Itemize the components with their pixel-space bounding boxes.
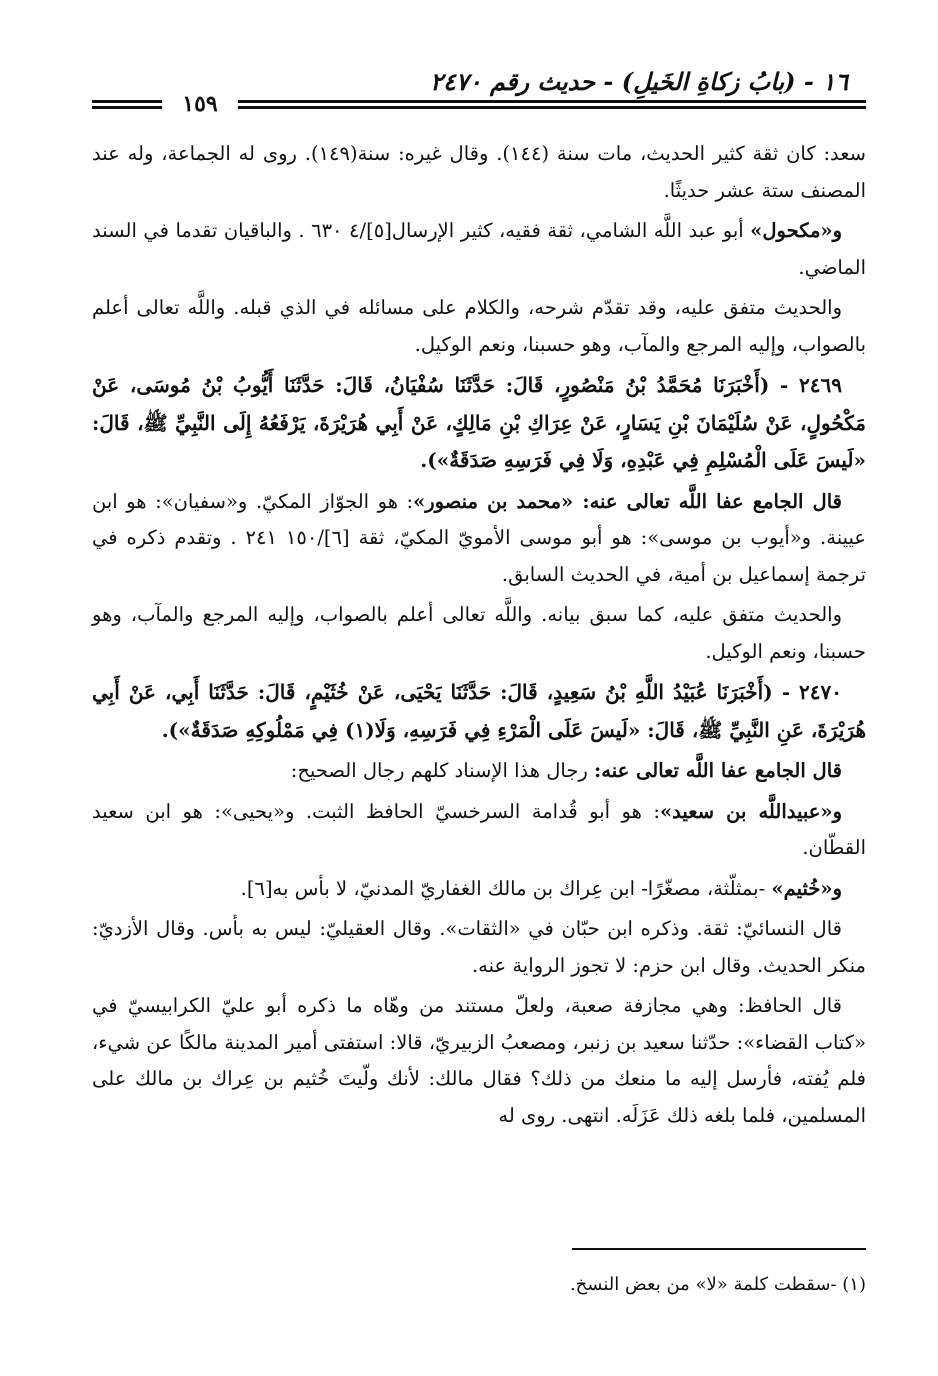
commentary-paragraph bbox=[92, 213, 866, 286]
paragraph-text: قال الحافظ: وهي مجازفة صعبة، ولعلّ مستند من وهّاه ما ذكره أبو عليّ الكرابيسيّ في «كتاب القضاء»: حدّثنا سعيد بن زنبر، ومصعبُ الزبيريّ، قالا: استفتى أمير المدينة مالكًا عن شيء، فلم يُفته، فأرسل إليه ما منعك من ذلك؟ فقال مالك: لأنك ولّيتَ خُثيم بن عِراك بن مالك على المسلمين، فلما بلغه ذلك عَزَلَه. انتهى. روى له bbox=[92, 994, 866, 1127]
footnote: (١) -سقطت كلمة «لا» من بعض النسخ. bbox=[569, 1274, 866, 1295]
paragraph-text: -بمثلّثة، مصغّرًا- ابن عِراك بن مالك الغفاريّ المدنيّ، لا بأس به[٦]. bbox=[240, 876, 772, 900]
paragraph-text: رجال هذا الإسناد كلهم رجال الصحيح: bbox=[290, 759, 595, 782]
page-number: ١٥٩ bbox=[182, 91, 218, 117]
commentary-paragraph bbox=[92, 753, 866, 790]
paragraph-label: و«مكحول» bbox=[750, 219, 843, 242]
paragraph-text: : هو أبو قُدامة السرخسيّ الحافظ الثبت. و«يحيى»: هو ابن سعيد القطّان. bbox=[92, 799, 866, 859]
header-rule-left-bottom bbox=[92, 106, 162, 109]
commentary-paragraph bbox=[92, 136, 866, 209]
paragraph-text: ٢٤٧٠ - (أَخْبَرَنَا عُبَيْدُ اللَّهِ بْنُ سَعِيدٍ، قَالَ: حَدَّثَنَا يَحْيَى، عَنْ خُثَيْمٍ، قَالَ: حَدَّثَنَا أَبِي، عَنْ أَبِي هُرَيْرَةَ، عَنِ النَّبِيِّ ﷺ، قَالَ: «لَيسَ عَلَى الْمَرْءِ فِي فَرَسِهِ، وَلَا(١) فِي مَمْلُوكِهِ صَدَقَةٌ»). bbox=[92, 680, 866, 742]
commentary-paragraph bbox=[92, 597, 866, 670]
commentary-paragraph bbox=[92, 988, 866, 1134]
paragraph-label: و«عبيداللَّه بن سعيد» bbox=[659, 799, 842, 823]
header-rule-right-top bbox=[238, 100, 866, 103]
commentary-paragraph bbox=[92, 794, 866, 867]
commentary-paragraph bbox=[92, 290, 866, 363]
paragraph-text: : هو الجوّاز المكيّ. و«سفيان»: هو ابن عيينة. و«أيوب بن موسى»: هو أبو موسى الأمويّ المكيّ، ثقة [٦]/١٥٠ ٢٤١ . وتقدم ذكره في ترجمة إسماعيل بن أمية، في الحديث السابق. bbox=[92, 489, 866, 586]
running-head: ١٦ - (بابُ زكاةِ الخَيلِ) - حديث رقم ٢٤٧٠ bbox=[430, 67, 848, 96]
hadith-paragraph bbox=[92, 367, 866, 480]
paragraph-label: قال الجامع عفا اللَّه تعالى عنه: «محمد بن منصور» bbox=[413, 489, 842, 513]
paragraph-text: سعد: كان ثقة كثير الحديث، مات سنة (١٤٤). وقال غيره: سنة(١٤٩). روى له الجماعة، وله عند المصنف ستة عشر حديثًا. bbox=[92, 142, 867, 202]
hadith-paragraph bbox=[92, 674, 866, 749]
header-rule-left-top bbox=[92, 100, 162, 103]
header-rule-right-bottom bbox=[238, 106, 866, 109]
paragraph-text: والحديث متفق عليه، كما سبق بيانه. واللَّه تعالى أعلم بالصواب، وإليه المرجع والمآب، وهو حسبنا، ونعم الوكيل. bbox=[92, 603, 866, 663]
paragraph-text: والحديث متفق عليه، وقد تقدّم شرحه، والكلام على مسائله في الذي قبله. واللَّه تعالى أعلم بالصواب، وإليه المرجع والمآب، وهو حسبنا، ونعم الوكيل. bbox=[92, 296, 866, 356]
paragraph-text: ٢٤٦٩ - (أَخْبَرَنَا مُحَمَّدُ بْنُ مَنْصُورٍ، قَالَ: حَدَّثَنَا سُفْيَانُ، قَالَ: حَدَّثَنَا أَيُّوبُ بْنُ مُوسَى، عَنْ مَكْحُولٍ، عَنْ سُلَيْمَانَ بْنِ يَسَارٍ، عَنْ عِرَاكِ بْنِ مَالِكٍ، عَنْ أَبِي هُرَيْرَةَ، يَرْفَعُهُ إِلَى النَّبِيِّ ﷺ، قَالَ: «لَيسَ عَلَى الْمُسْلِمِ فِي عَبْدِهِ، وَلَا فِي فَرَسِهِ صَدَقَةٌ»). bbox=[92, 373, 866, 472]
commentary-paragraph bbox=[92, 871, 866, 908]
commentary-paragraph bbox=[92, 911, 866, 984]
body-text bbox=[92, 136, 866, 1138]
footnote-separator bbox=[572, 1248, 866, 1250]
paragraph-label: قال الجامع عفا اللَّه تعالى عنه: bbox=[594, 759, 842, 782]
paragraph-text: قال النسائيّ: ثقة. وذكره ابن حبّان في «الثقات». وقال العقيليّ: ليس به بأس. وقال الأزديّ: منكر الحديث. وقال ابن حزم: لا تجوز الرواية عنه. bbox=[92, 917, 866, 977]
paragraph-text: أبو عبد اللَّه الشامي، ثقة فقيه، كثير الإرسال[٥]/٤ ٦٣٠ . والباقيان تقدما في السند الماضي. bbox=[92, 219, 866, 279]
paragraph-label: و«خُثيم» bbox=[771, 876, 842, 900]
commentary-paragraph bbox=[92, 484, 866, 594]
